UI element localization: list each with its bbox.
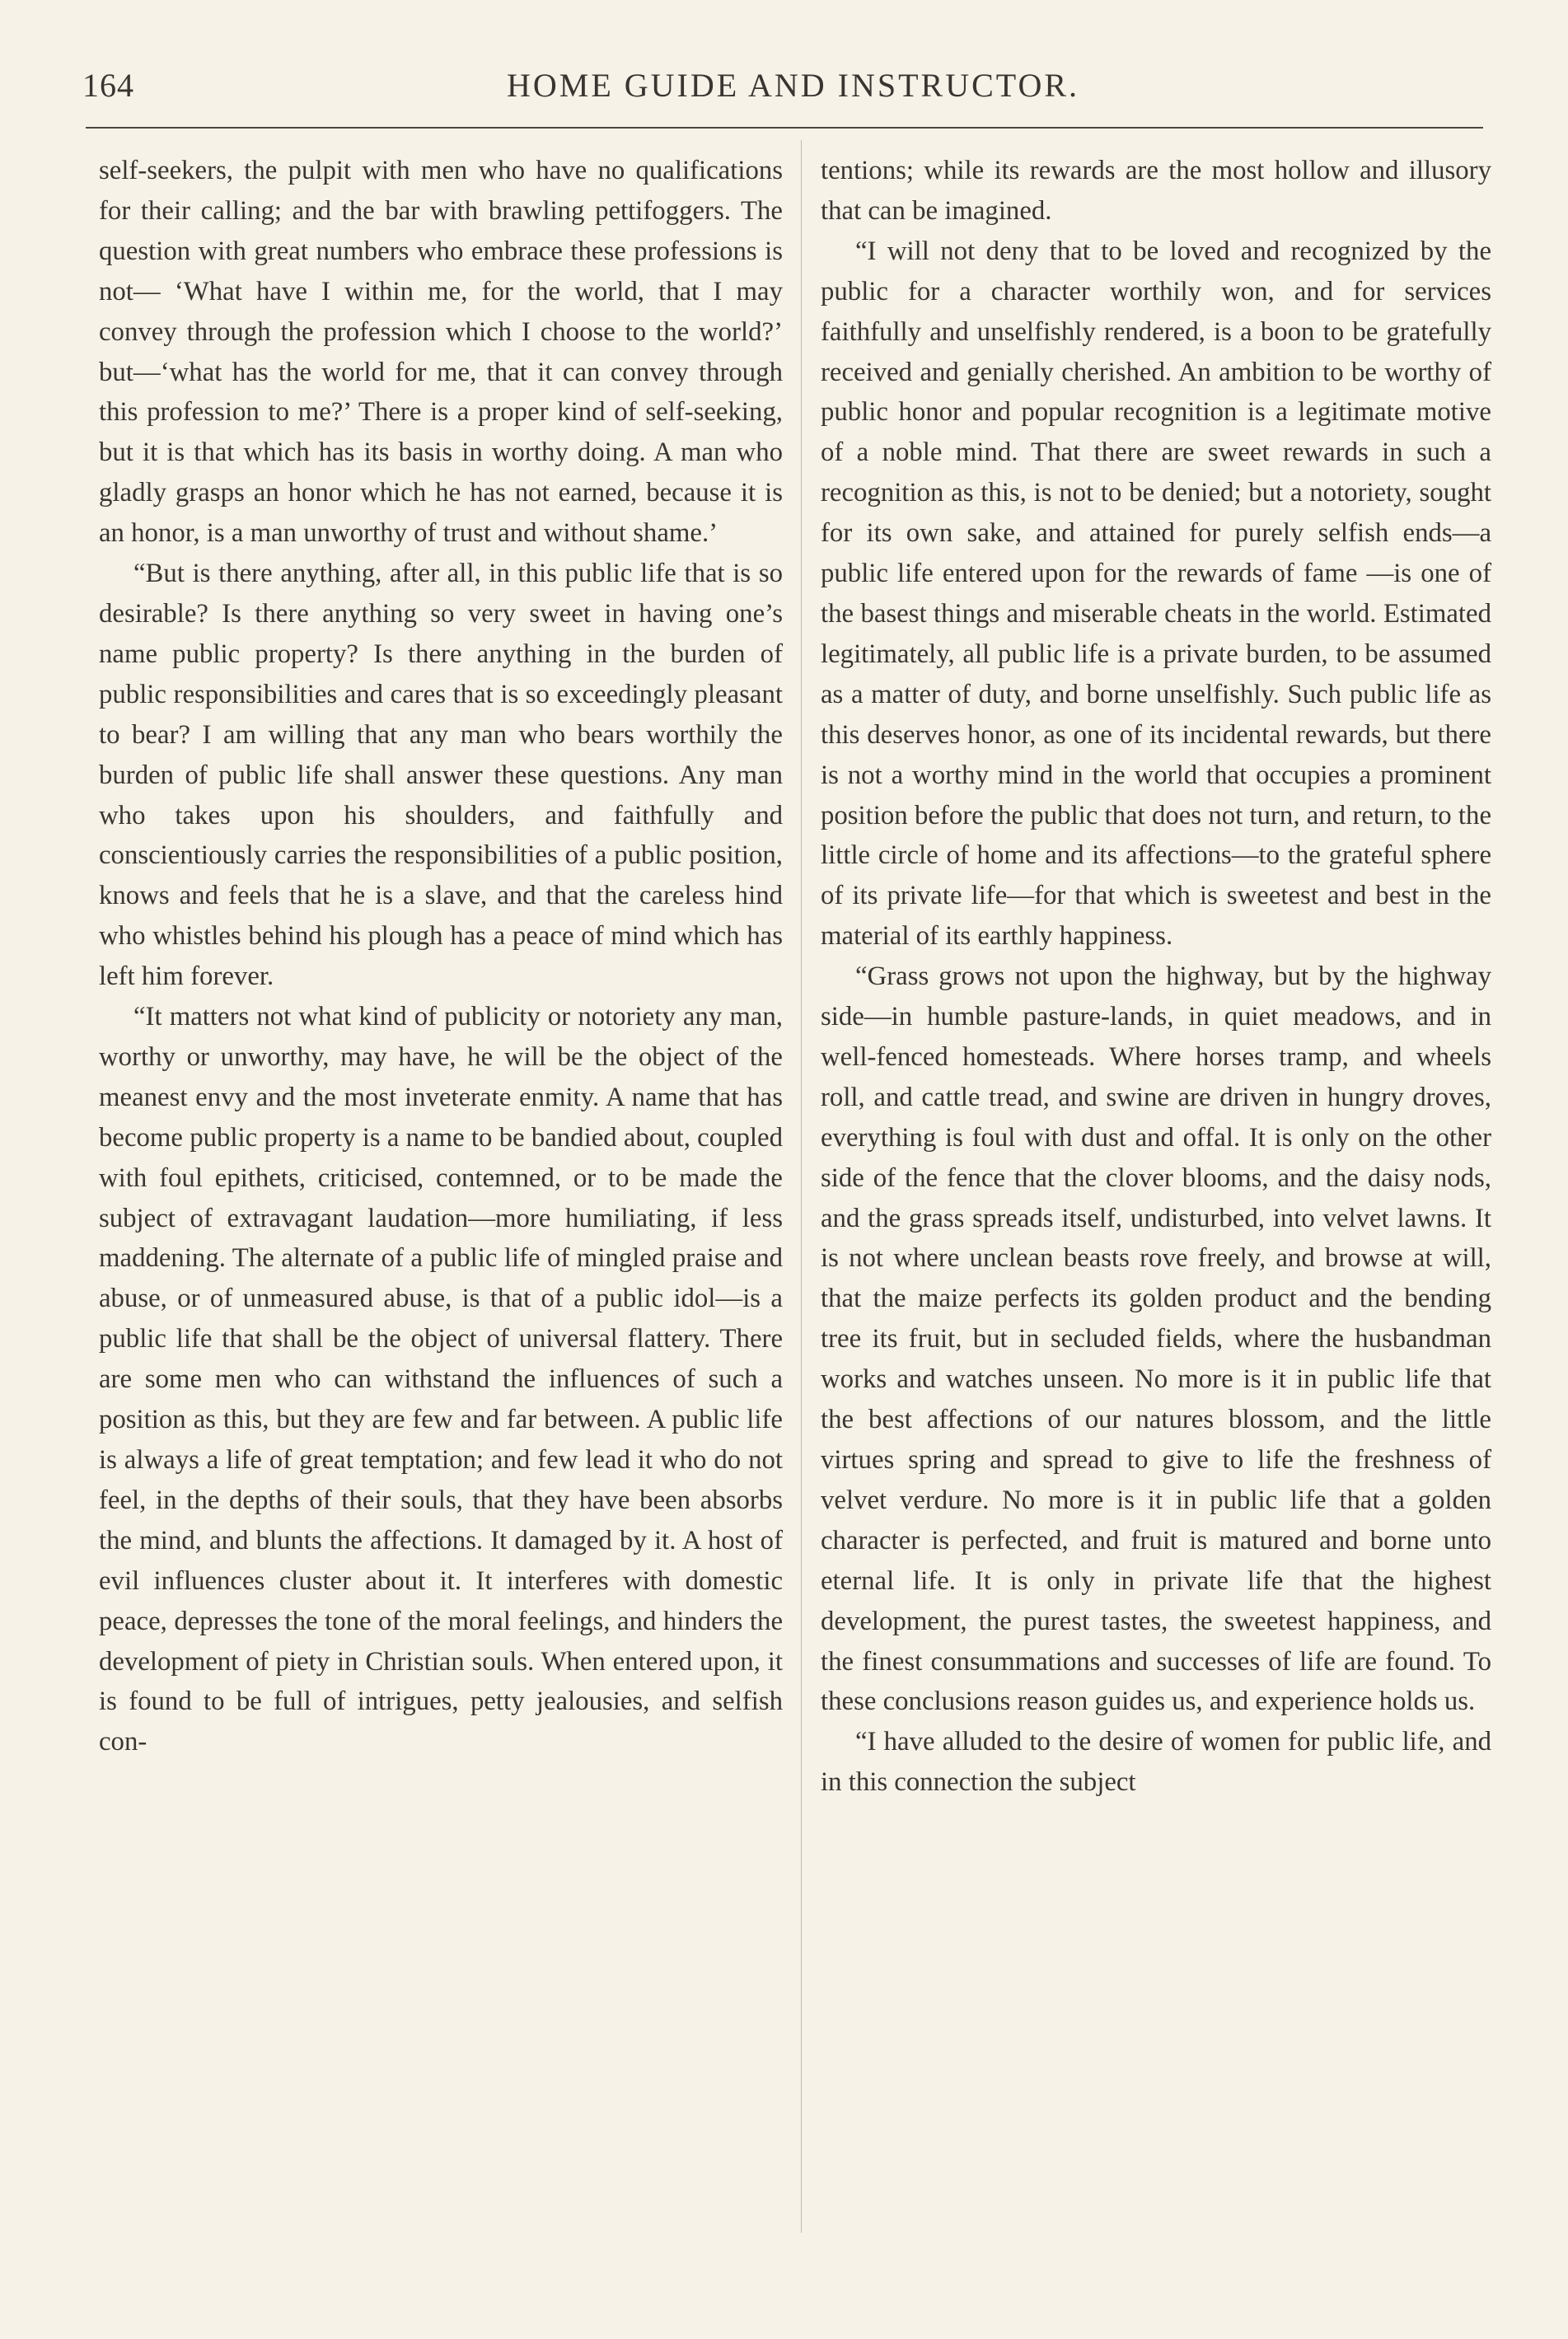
column-divider — [801, 140, 802, 2233]
paragraph: “But is there anything, after all, in this public life that is so desirable? Is there anything so very sweet in having one’s name public property? Is there anything in the burden of public responsibilities and cares that is so exceedingly pleasant to bear? I am willing that any man who bears worthily the burden of public life shall answer these questions. Any man who takes upon his shoulders, and faithfully and conscientiously carries the responsibilities of a public position, knows and feels that he is a slave, and that the careless hind who whistles behind his plough has a peace of mind which has left him forever. — [99, 559, 783, 992]
running-title: HOME GUIDE AND INSTRUCTOR. — [507, 67, 1080, 104]
header-rule — [86, 127, 1483, 129]
page-number: 164 — [82, 67, 134, 104]
paragraph: “I have alluded to the desire of women for public life, and in this connection the subject — [821, 1727, 1491, 1798]
paragraph: “Grass grows not upon the highway, but by the highway side—in humble pasture-lands, in quiet meadows, and in well-fenced homesteads. Where horses tramp, and wheels roll, and cattle tread, and swine are driven in hungry droves, everything is foul with dust and offal. It is only on the other side of the fence that the clover blooms, and the daisy nods, and the grass spreads itself, undisturbed, into velvet lawns. It is not where unclean beasts rove freely, and browse at will, that the maize perfects its golden product and the bending tree its fruit, but in secluded fields, where the husbandman works and watches unseen. No more is it in public life that the best affections of our natures blossom, and the little virtues spring and spread to give to life the freshness of velvet verdure. No more is it in public life that a golden character is perfected, and fruit is matured and borne unto eternal life. It is only in private life that the highest development, the purest tastes, the sweetest happiness, and the finest consummations and successes of life are found. To these conclusions reason guides us, and experience holds us. — [821, 961, 1491, 1717]
page-header — [82, 66, 1483, 115]
paragraph: self-seekers, the pulpit with men who have no qualifications for their calling; and the bar with brawling pettifoggers. The question with great numbers who embrace these professions is not— ‘What have I within me, for the world, that I may convey through the profession which I choose to the world?’ but—‘what has the world for me, that it can convey through this profession to me?’ There is a proper kind of self-seeking, but it is that which has its basis in worthy doing. A man who gladly grasps an honor which he has not earned, because it is an honor, is a man unworthy of trust and without shame.’ — [99, 156, 783, 549]
paragraph: tentions; while its rewards are the most hollow and illusory that can be imagined. — [821, 156, 1491, 226]
left-column — [99, 151, 783, 1762]
paragraph: “It matters not what kind of publicity or notoriety any man, worthy or unworthy, may have, he will be the object of the meanest envy and the most inveterate enmity. A name that has become public property is a name to be bandied about, coupled with foul epithets, criticised, contemned, or to be made the subject of extravagant laudation—more humiliating, if less maddening. The alternate of a public life of mingled praise and abuse, or of unmeasured abuse, is that of a public idol—is a public life that shall be the object of universal flattery. There are some men who can withstand the influences of such a position as this, but they are few and far between. A public life is always a life of great temptation; and few lead it who do not feel, in the depths of their souls, that they have been absorbs the mind, and blunts the affections. It damaged by it. A host of evil influences cluster about it. It interferes with domestic peace, depresses the tone of the moral feelings, and hinders the development of piety in Christian souls. When entered upon, it is found to be full of intrigues, petty jealousies, and selfish con- — [99, 1002, 783, 1757]
paragraph: “I will not deny that to be loved and recognized by the public for a character worthily won, and for services faithfully and unselfishly rendered, is a boon to be gratefully received and genially cherished. An ambition to be worthy of public honor and popular recognition is a legitimate motive of a noble mind. That there are sweet rewards in such a recognition as this, is not to be denied; but a notoriety, sought for its own sake, and attained for purely selfish ends—a public life entered upon for the rewards of fame —is one of the basest things and miserable cheats in the world. Estimated legitimately, all public life is a private burden, to be assumed as a matter of duty, and borne unselfishly. Such public life as this deserves honor, as one of its incidental rewards, but there is not a worthy mind in the world that occupies a prominent position before the public that does not turn, and return, to the little circle of home and its affections—to the grateful sphere of its private life—for that which is sweetest and best in the material of its earthly happiness. — [821, 236, 1491, 952]
right-column — [821, 151, 1491, 1803]
